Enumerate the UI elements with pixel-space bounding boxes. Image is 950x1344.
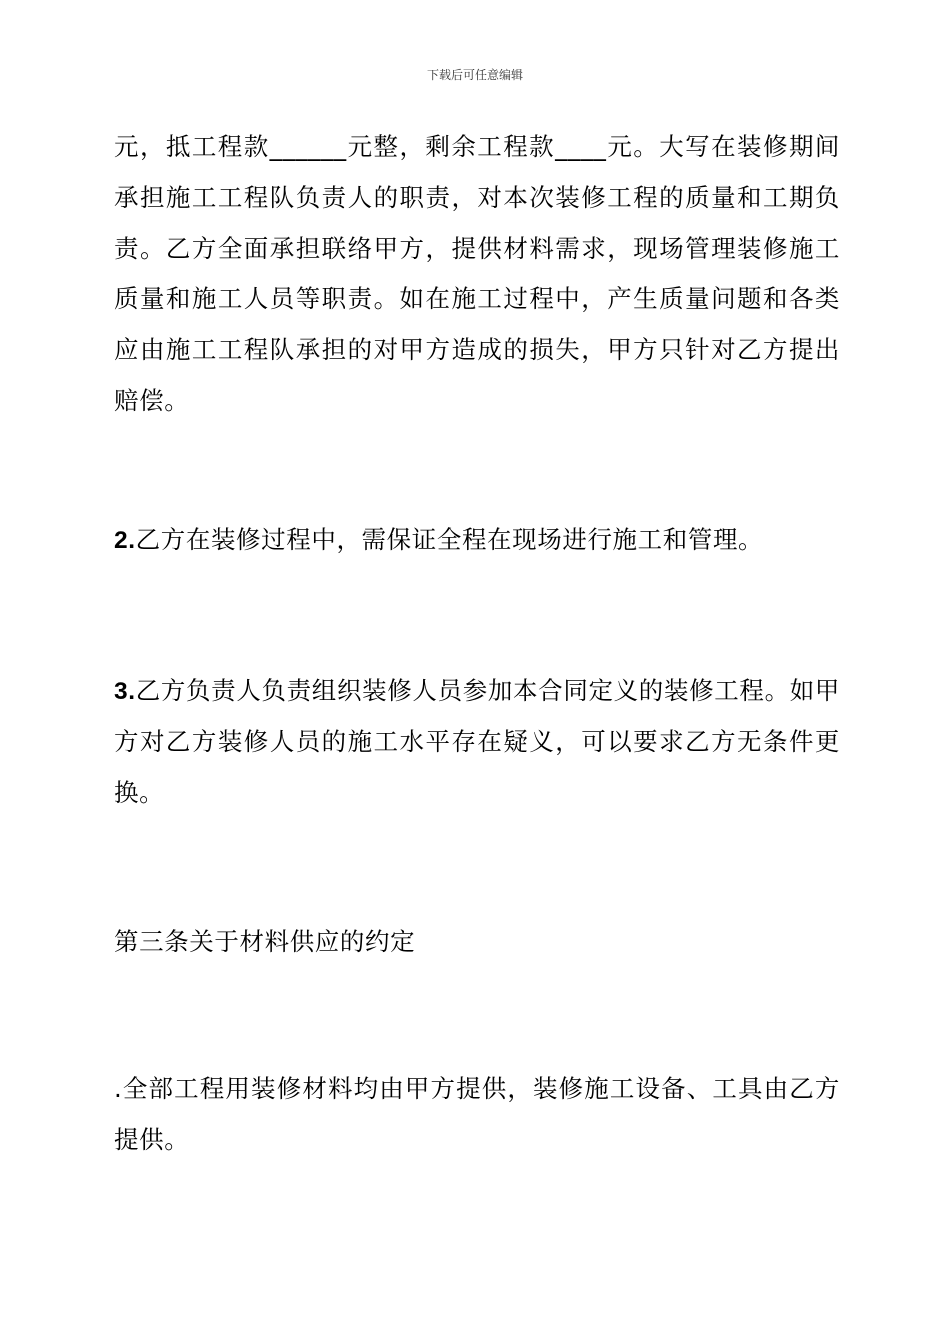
- paragraph-clause-2: [114, 515, 840, 567]
- document-body: [114, 122, 840, 1165]
- paragraph-payment-duties: 元，抵工程款______元整，剩余工程款____元。大写在装修期间承担施工工程队负责人的职责，对本次装修工程的质量和工期负责。乙方全面承担联络甲方，提供材料需求，现场管理装修施工质量和施工人员等职责。如在施工过程中，产生质量问题和各类应由施工工程队承担的对甲方造成的损失，甲方只针对乙方提出赔偿。: [114, 132, 840, 415]
- page-header: 下载后可任意编辑: [426, 68, 523, 82]
- clause-text: 乙方负责人负责组织装修人员参加本合同定义的装修工程。如甲方对乙方装修人员的施工水平存在疑义，可以要求乙方无条件更换。: [114, 675, 840, 808]
- paragraph-materials: .全部工程用装修材料均由甲方提供，装修施工设备、工具由乙方提供。: [114, 1073, 840, 1154]
- clause-number: 3.: [114, 677, 136, 705]
- clause-text: 乙方在装修过程中，需保证全程在现场进行施工和管理。: [135, 524, 764, 554]
- section-heading: 第三条关于材料供应的约定: [114, 926, 416, 956]
- clause-number: 2.: [114, 526, 136, 554]
- paragraph-clause-3: [114, 666, 840, 819]
